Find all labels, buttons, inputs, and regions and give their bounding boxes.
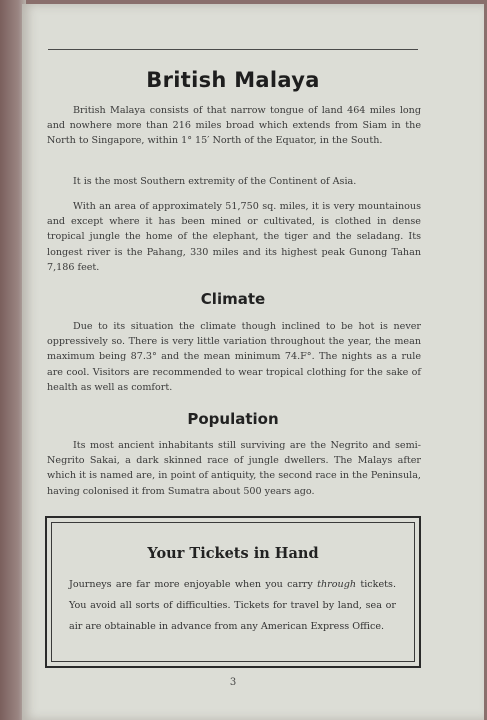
book-page bbox=[22, 4, 484, 720]
top-rule bbox=[48, 49, 418, 50]
page-title: British Malaya bbox=[146, 68, 320, 92]
intro-paragraph-1: British Malaya consists of that narrow tongue of land 464 miles long and nowhere more than 216 miles broad which extends from Siam in the North to Singapore, within 1° 15′ North of the Equator, in the South. bbox=[47, 105, 421, 147]
tickets-paragraph bbox=[69, 574, 396, 637]
intro-paragraph-2: It is the most Southern extremity of the Continent of Asia. bbox=[73, 176, 357, 187]
intro-paragraph-3: With an area of approximately 51,750 sq. miles, it is very mountainous and except where it has been mined or cultivated, is clothed in dense tropical jungle the home of the elephant, the tiger and the seladang. Its longest river is the Pahang, 330 miles and its highest peak Gunong Tahan 7,186 feet. bbox=[47, 201, 421, 273]
tickets-text-end: tickets. You avoid all sorts of difficulties. Tickets for travel by land, sea or air are obtainable in advance from any American Express Office. bbox=[69, 579, 396, 632]
tickets-heading: Your Tickets in Hand bbox=[147, 545, 319, 562]
population-paragraph: Its most ancient inhabitants still surviving are the Negrito and semi-Negrito Sakai, a dark skinned race of jungle dwellers. The Malays after which it is named are, in point of antiquity, the second race in the Peninsula, having colonised it from Sumatra about 500 years ago. bbox=[47, 440, 421, 497]
climate-heading: Climate bbox=[200, 290, 266, 308]
tickets-box bbox=[45, 516, 421, 668]
page-number: 3 bbox=[229, 677, 237, 688]
climate-paragraph: Due to its situation the climate though inclined to be hot is never oppressively so. There is very little variation throughout the year, the mean maximum being 87.3° and the mean minimum 74.F°. The nights as a rule are cool. Visitors are recommended to wear tropical clothing for the sake of health as well as comfort. bbox=[47, 321, 421, 393]
tickets-box-inner-border bbox=[51, 522, 415, 662]
population-heading: Population bbox=[187, 410, 279, 428]
tickets-emphasis: through bbox=[317, 579, 357, 590]
tickets-text-start: Journeys are far more enjoyable when you carry bbox=[69, 579, 318, 590]
